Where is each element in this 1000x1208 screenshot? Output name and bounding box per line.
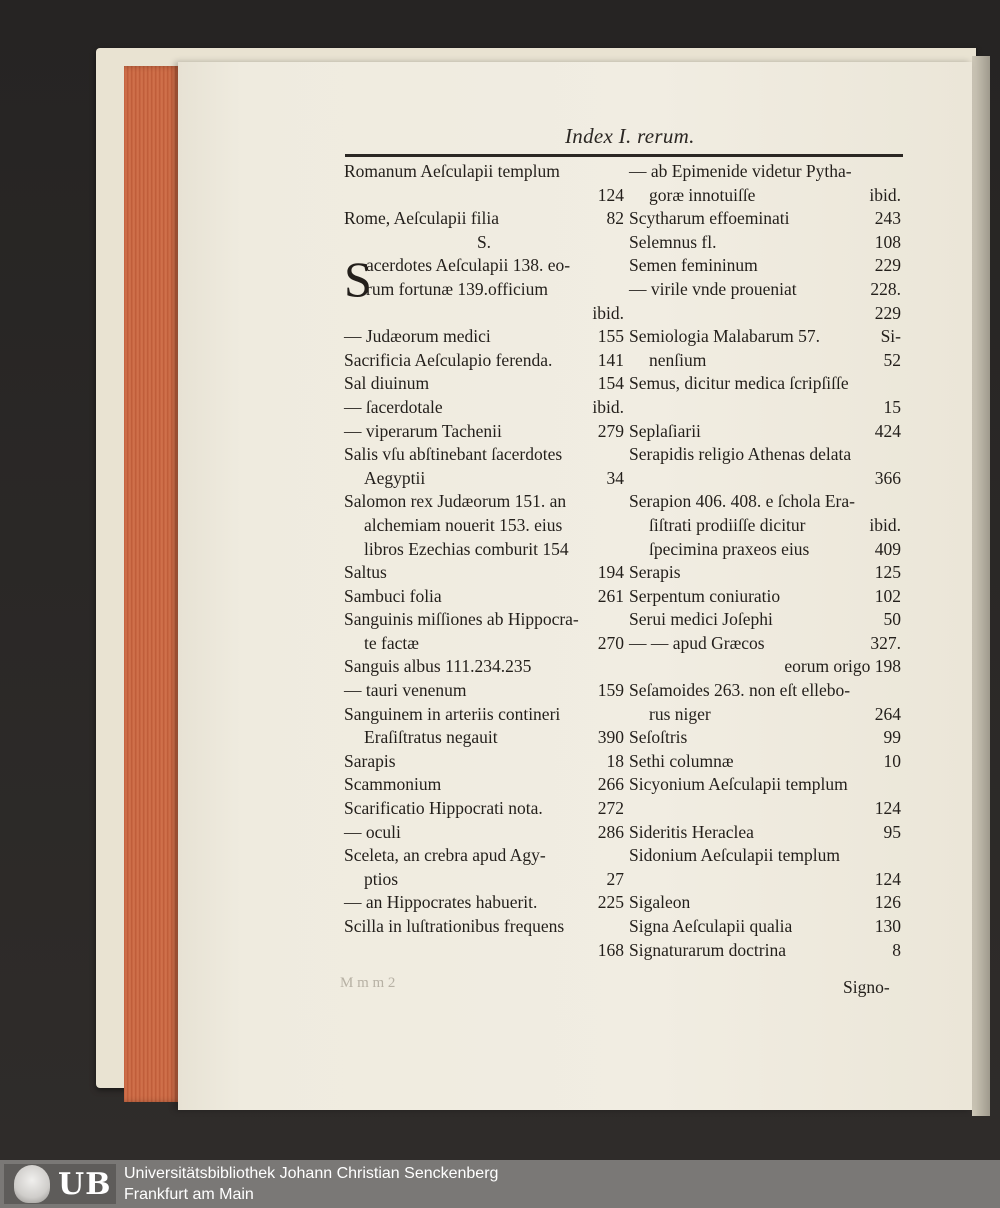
index-entry (629, 467, 901, 491)
entry-text: ſiſtrati prodiiſſe dicitur (649, 514, 806, 535)
index-entry (629, 703, 901, 727)
index-entry (344, 349, 624, 373)
index-entry (629, 655, 901, 679)
entry-page-number: 243 (874, 208, 901, 229)
entry-text: acerdotes Aeſculapii 138. eo- (366, 255, 571, 276)
index-entry (629, 679, 901, 703)
entry-page-number: 264 (874, 703, 901, 724)
index-entry (344, 160, 624, 184)
index-entry (344, 207, 624, 231)
entry-text: Semiologia Malabarum 57. (629, 326, 821, 347)
index-entry (629, 561, 901, 585)
footer-credit (124, 1163, 498, 1205)
entry-page-number: eorum origo 198 (784, 656, 901, 677)
entry-page-number: 15 (883, 396, 901, 417)
index-entry (344, 302, 624, 326)
index-entry (629, 797, 901, 821)
index-entry (344, 420, 624, 444)
index-entry (629, 231, 901, 255)
index-entry (629, 396, 901, 420)
entry-page-number: 99 (883, 727, 901, 748)
index-entry (344, 585, 624, 609)
entry-text: Salis vſu abſtinebant ſacerdotes (344, 444, 563, 465)
entry-text: te factæ (364, 632, 419, 653)
entry-text: Sideritis Heraclea (629, 821, 754, 842)
index-entry (344, 632, 624, 656)
index-entry (344, 773, 624, 797)
entry-page-number: 327. (870, 632, 901, 653)
entry-text: Aegyptii (364, 467, 426, 488)
index-entry (344, 821, 624, 845)
index-entry (629, 915, 901, 939)
index-entry (629, 254, 901, 278)
index-entry (629, 773, 901, 797)
index-entry (629, 207, 901, 231)
entry-text: rum fortunæ 139.officium (366, 278, 548, 299)
entry-text: Sarapis (344, 750, 396, 771)
entry-page-number: 155 (597, 326, 624, 347)
index-entry (344, 608, 624, 632)
entry-page-number: 8 (892, 939, 901, 960)
entry-text: Sacrificia Aeſculapio ferenda. (344, 349, 553, 370)
index-entry (344, 561, 624, 585)
entry-page-number: 82 (606, 208, 624, 229)
index-entry (344, 726, 624, 750)
entry-text: Sambuci folia (344, 585, 442, 606)
index-entry (344, 939, 624, 963)
entry-text: Sidonium Aeſculapii templum (629, 845, 840, 866)
entry-page-number: 229 (874, 302, 901, 323)
entry-text: Sceleta, an crebra apud Agy- (344, 845, 546, 866)
entry-text: Scarificatio Hippocrati nota. (344, 798, 543, 819)
entry-page-number: 126 (874, 892, 901, 913)
index-entry (629, 302, 901, 326)
entry-text: Sicyonium Aeſculapii templum (629, 774, 848, 795)
entry-text: Salomon rex Judæorum 151. an (344, 491, 567, 512)
index-entry (344, 891, 624, 915)
entry-page-number: 102 (874, 585, 901, 606)
entry-page-number: 130 (874, 916, 901, 936)
entry-page-number: 124 (874, 868, 901, 889)
entry-text: Rome, Aeſculapii filia (344, 208, 500, 229)
entry-page-number: 266 (597, 774, 624, 795)
entry-text: Scytharum effoeminati (629, 208, 790, 229)
entry-page-number: 125 (874, 562, 901, 583)
entry-text: Scilla in luſtrationibus frequens (344, 916, 565, 936)
index-entry (344, 372, 624, 396)
entry-text: — virile vnde proueniat (629, 278, 797, 299)
index-entry (344, 325, 624, 349)
entry-text: Serpentum coniuratio (629, 585, 781, 606)
entry-page-number: 108 (874, 231, 901, 252)
entry-text: — — apud Græcos (629, 632, 765, 653)
index-entry (344, 915, 624, 939)
entry-page-number: 52 (883, 349, 901, 370)
index-entry (629, 608, 901, 632)
entry-text: Sanguis albus 111.234.235 (344, 656, 532, 677)
entry-page-number: 154 (597, 373, 624, 394)
entry-page-number: 34 (606, 467, 624, 488)
entry-text: Signaturarum doctrina (629, 939, 786, 960)
entry-page-number: 95 (883, 821, 901, 842)
index-entry (629, 278, 901, 302)
entry-page-number: 124 (874, 798, 901, 819)
right-page-edge (972, 56, 990, 1116)
entry-page-number: ibid. (869, 514, 901, 535)
entry-text: Selemnus fl. (629, 231, 717, 252)
entry-page-number: 279 (597, 420, 624, 441)
entry-text: rus niger (649, 703, 711, 724)
index-entry (629, 939, 901, 963)
index-entry (344, 467, 624, 491)
right-column (629, 160, 901, 962)
logo-text: UB (58, 1166, 112, 1202)
entry-page-number: 27 (606, 868, 624, 889)
entry-page-number: 366 (874, 467, 901, 488)
entry-text: Serapis (629, 562, 681, 583)
index-entry (344, 184, 624, 208)
entry-text: alchemiam nouerit 153. eius (364, 514, 563, 535)
index-entry (629, 538, 901, 562)
index-entry (344, 443, 624, 467)
entry-text: Sanguinem in arteriis contineri (344, 703, 561, 724)
entry-text: goræ innotuiſſe (649, 184, 756, 205)
header-rule (345, 154, 903, 157)
entry-text: nenſium (649, 349, 707, 370)
index-entry (344, 231, 624, 255)
index-entry (344, 655, 624, 679)
index-entry (344, 396, 624, 420)
index-entry (344, 278, 624, 302)
entry-text: Scammonium (344, 774, 442, 795)
index-entry (629, 891, 901, 915)
index-entry (344, 514, 624, 538)
entry-text: Eraſiſtratus negauit (364, 727, 498, 748)
index-entry (344, 538, 624, 562)
entry-page-number: 424 (874, 420, 901, 441)
index-entry (344, 703, 624, 727)
entry-text: Sigaleon (629, 892, 691, 913)
entry-text: S. (476, 231, 492, 252)
entry-text: Signa Aeſculapii qualia (629, 916, 793, 936)
index-entry (629, 349, 901, 373)
entry-text: ſpecimina praxeos eius (649, 538, 810, 559)
index-entry (629, 844, 901, 868)
index-entry (629, 585, 901, 609)
entry-page-number: 272 (597, 798, 624, 819)
entry-page-number: 141 (597, 349, 624, 370)
entry-page-number: 261 (597, 585, 624, 606)
entry-text: Seſoſtris (629, 727, 688, 748)
entry-text: Romanum Aeſculapii templum (344, 161, 560, 181)
entry-text: — tauri venenum (344, 680, 467, 701)
entry-page-number: 159 (597, 680, 624, 701)
left-column (344, 160, 624, 962)
index-entry (629, 372, 901, 396)
index-entry (344, 750, 624, 774)
entry-text: — Judæorum medici (344, 326, 491, 347)
entry-text: Serapion 406. 408. e ſchola Era- (629, 491, 855, 512)
index-entry (629, 514, 901, 538)
library-logo[interactable] (4, 1164, 116, 1204)
entry-text: libros Ezechias comburit 154 (364, 538, 569, 559)
entry-page-number: 228. (870, 278, 901, 299)
entry-page-number: 50 (883, 609, 901, 630)
entry-text: Semus, dicitur medica ſcripſiſſe (629, 373, 849, 394)
entry-page-number: 270 (597, 632, 624, 653)
entry-page-number: ibid. (592, 396, 624, 417)
index-entry (344, 490, 624, 514)
entry-text: — an Hippocrates habuerit. (344, 892, 538, 913)
index-entry (629, 632, 901, 656)
index-entry (629, 443, 901, 467)
entry-text: — ſacerdotale (344, 396, 443, 417)
index-entry (344, 797, 624, 821)
running-head: Index I. rerum. (565, 124, 695, 148)
index-entry (629, 868, 901, 892)
entry-text: Sanguinis miſſiones ab Hippocra- (344, 609, 579, 630)
index-entry (344, 679, 624, 703)
entry-page-number: 409 (874, 538, 901, 559)
index-entry (629, 821, 901, 845)
portrait-icon (14, 1165, 50, 1203)
index-entry (344, 844, 624, 868)
catchword: Signo- (843, 977, 890, 997)
page-edges (124, 66, 182, 1102)
entry-text: ptios (364, 868, 399, 889)
footer-bar (0, 1160, 1000, 1208)
index-entry (344, 868, 624, 892)
entry-page-number: ibid. (869, 184, 901, 205)
entry-text: Serui medici Joſephi (629, 609, 773, 630)
entry-text: — oculi (344, 821, 401, 842)
entry-page-number: 18 (606, 750, 624, 771)
entry-page-number: 10 (883, 750, 901, 771)
index-entry (629, 184, 901, 208)
entry-text: Serapidis religio Athenas delata (629, 444, 852, 465)
entry-text: — ab Epimenide videtur Pytha- (629, 161, 852, 181)
index-entry (629, 490, 901, 514)
index-entry (629, 420, 901, 444)
entry-page-number: Si- (880, 326, 901, 347)
entry-text: Seſamoides 263. non eſt ellebo- (629, 680, 851, 701)
entry-text: Sal diuinum (344, 373, 430, 394)
entry-page-number: 229 (874, 255, 901, 276)
signature-mark: M m m 2 (340, 975, 396, 991)
entry-page-number: 225 (597, 892, 624, 913)
entry-text: — viperarum Tachenii (344, 420, 502, 441)
entry-page-number: 168 (597, 939, 624, 960)
entry-text: Saltus (344, 562, 387, 583)
footer-line-2: Frankfurt am Main (124, 1186, 254, 1203)
index-entry (629, 325, 901, 349)
entry-text: Semen femininum (629, 255, 758, 276)
entry-page-number: 286 (597, 821, 624, 842)
drop-cap: S (344, 251, 372, 308)
entry-page-number: 124 (597, 184, 624, 205)
entry-text: Sethi columnæ (629, 750, 734, 771)
entry-page-number: ibid. (592, 302, 624, 323)
entry-page-number: 390 (597, 727, 624, 748)
entry-page-number: 194 (597, 562, 624, 583)
index-entry (629, 160, 901, 184)
index-entry (629, 750, 901, 774)
footer-line-1: Universitätsbibliothek Johann Christian Senckenberg (124, 1165, 499, 1182)
index-entry (629, 726, 901, 750)
entry-text: Seplaſiarii (629, 420, 701, 441)
